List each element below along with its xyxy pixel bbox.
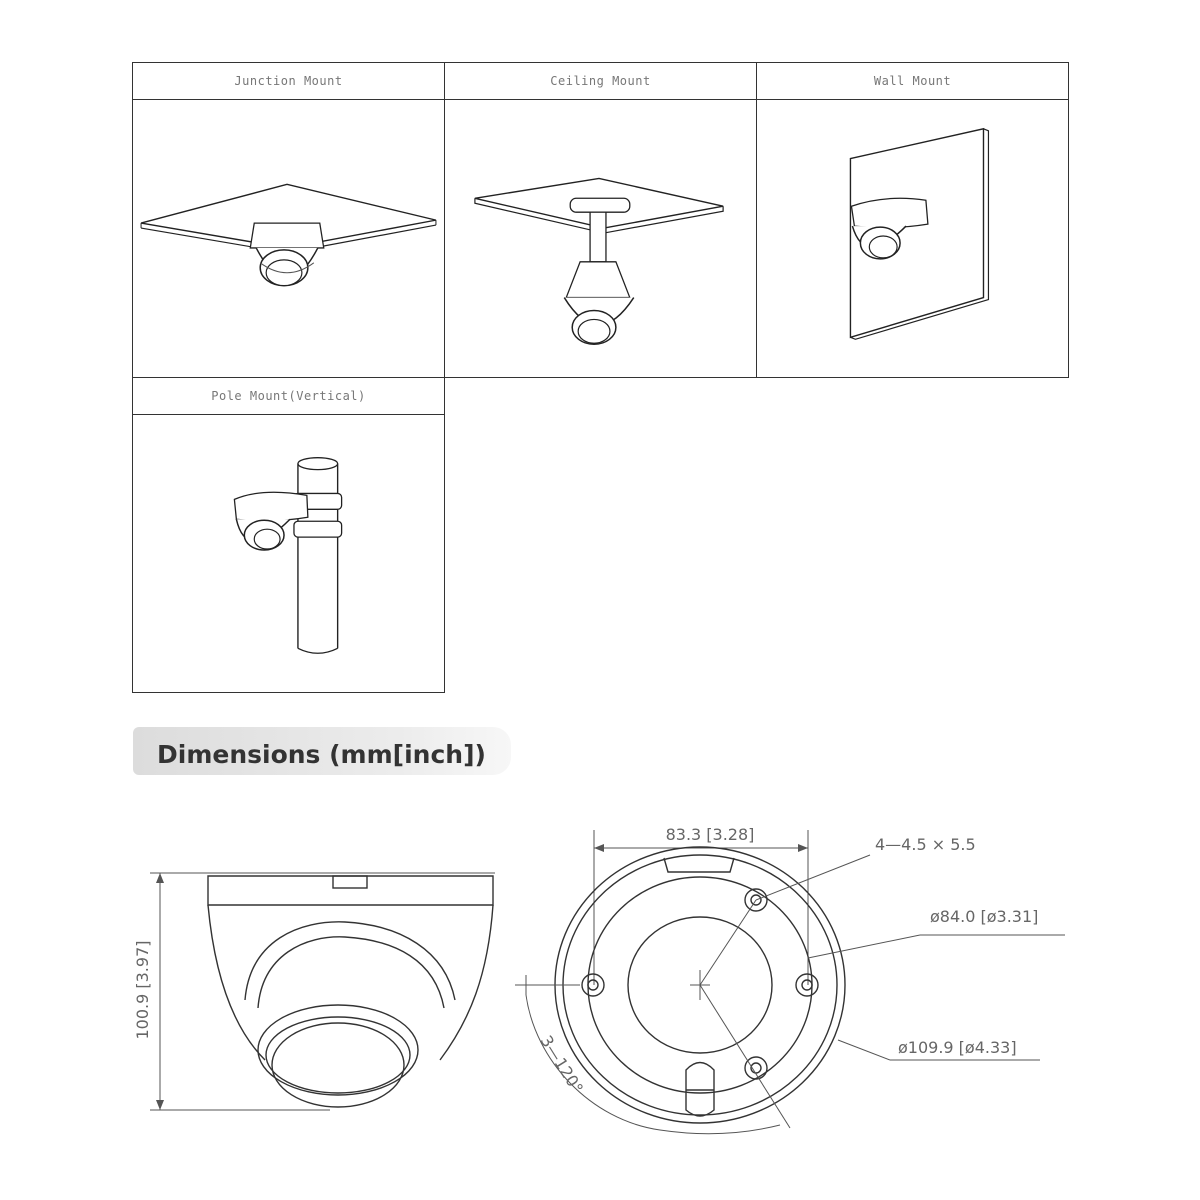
wall-mount-title: Wall Mount (757, 63, 1068, 100)
pole-mount-title: Pole Mount(Vertical) (133, 378, 444, 415)
side-view-drawing (150, 873, 495, 1110)
ceiling-mount-title: Ceiling Mount (445, 63, 756, 100)
angle-label: 3—120° (536, 1032, 588, 1098)
height-dimension-label: 100.9 [3.97] (133, 940, 152, 1040)
dimensions-title: Dimensions (mm[inch]) (157, 740, 486, 769)
bottom-view-drawing (515, 830, 1065, 1134)
outer-diameter-label: ø109.9 [ø4.33] (898, 1038, 1017, 1057)
holes-label: 4—4.5 × 5.5 (875, 835, 976, 854)
junction-mount-title: Junction Mount (133, 63, 444, 100)
hole-circle-diameter-label: ø84.0 [ø3.31] (930, 907, 1039, 926)
hole-spacing-label: 83.3 [3.28] (665, 825, 755, 844)
